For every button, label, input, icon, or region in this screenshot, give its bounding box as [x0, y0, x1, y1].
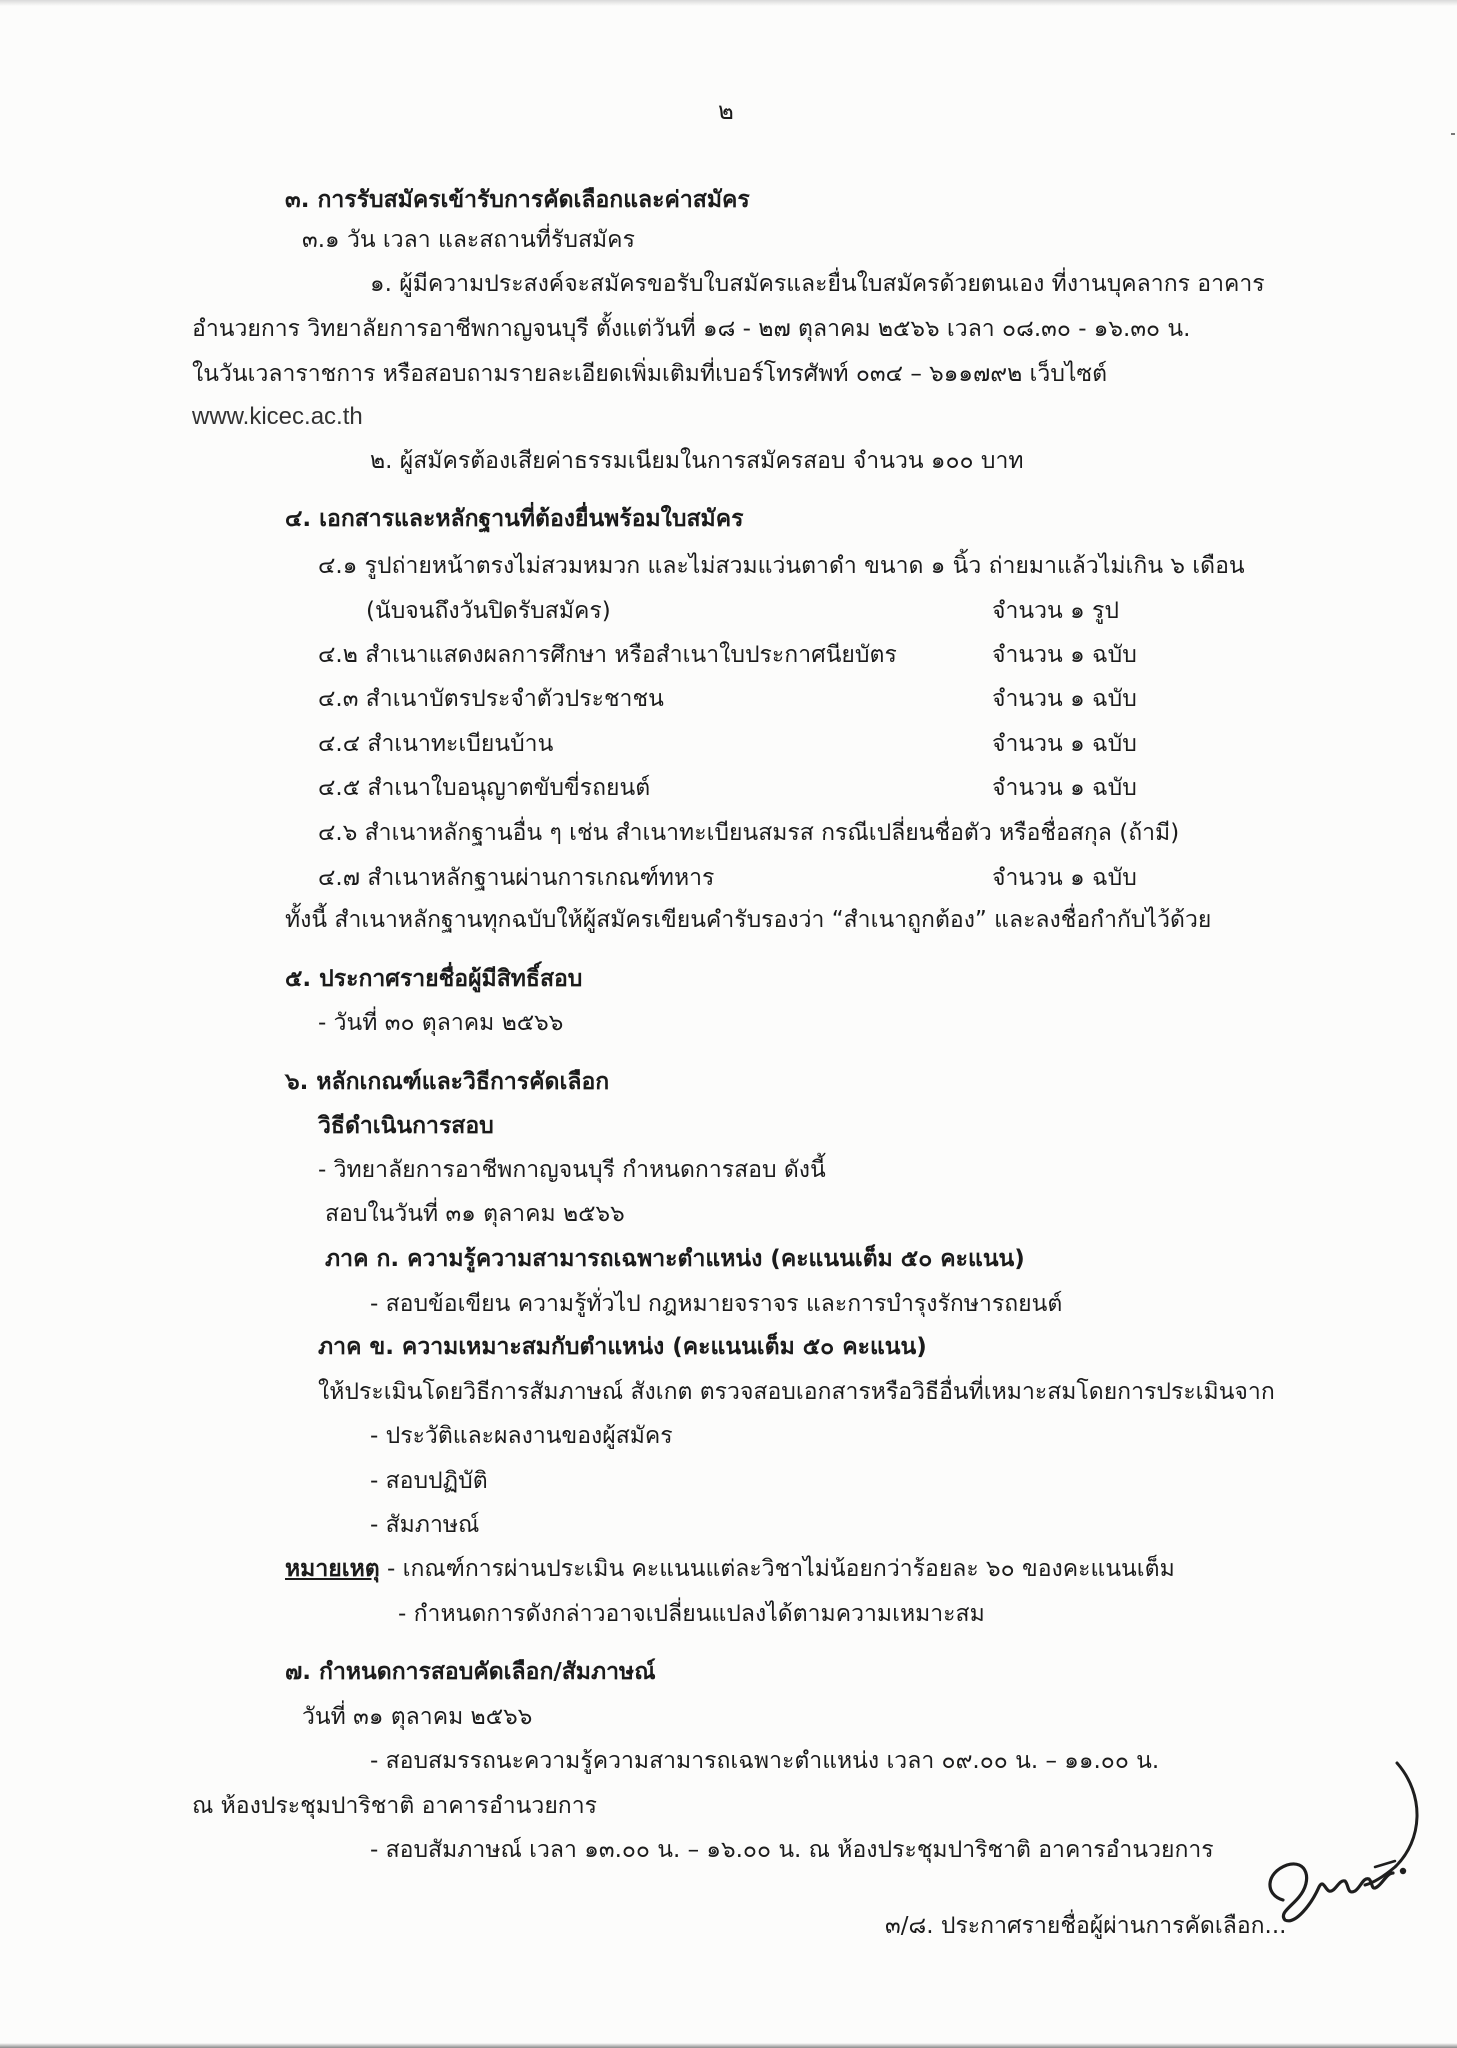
section-7-exam-line2: ณ ห้องประชุมปาริชาติ อาคารอำนวยการ: [192, 1793, 597, 1819]
doc-item-qty: จำนวน ๑ ฉบับ: [992, 686, 1137, 712]
website-text: www.kicec.ac.th: [192, 403, 363, 430]
section-5-date: - วันที่ ๓๐ ตุลาคม ๒๕๖๖: [318, 1010, 564, 1036]
part-b-item: - สัมภาษณ์: [370, 1512, 480, 1538]
section-6-heading: ๖. หลักเกณฑ์และวิธีการคัดเลือก: [285, 1069, 610, 1095]
section-5-heading: ๕. ประกาศรายชื่อผู้มีสิทธิ์สอบ: [285, 966, 583, 992]
part-a-title: ภาค ก. ความรู้ความสามารถเฉพาะตำแหน่ง (คะแนนเต็ม ๕๐ คะแนน): [325, 1246, 1025, 1272]
doc-item-qty: จำนวน ๑ ฉบับ: [992, 642, 1137, 668]
doc-item: ๔.๔ สำเนาทะเบียนบ้าน: [318, 731, 554, 757]
doc-item-qty: จำนวน ๑ ฉบับ: [992, 731, 1137, 757]
section-3-item1-line1: ๑. ผู้มีความประสงค์จะสมัครขอรับใบสมัครและยื่นใบสมัครด้วยตนเอง ที่งานบุคลากร อาคาร: [370, 271, 1265, 297]
doc-item: ๔.๗ สำเนาหลักฐานผ่านการเกณฑ์ทหาร: [318, 865, 715, 891]
doc-item-qty: จำนวน ๑ ฉบับ: [992, 775, 1137, 801]
remark-text1: - เกณฑ์การผ่านประเมิน คะแนนแต่ละวิชาไม่น้อยกว่าร้อยละ ๖๐ ของคะแนนเต็ม: [379, 1556, 1175, 1582]
section-6-line2: สอบในวันที่ ๓๑ ตุลาคม ๒๕๖๖: [325, 1201, 625, 1227]
section-3-1-subheading: ๓.๑ วัน เวลา และสถานที่รับสมัคร: [302, 227, 635, 253]
continuation-footer: ๓/๘. ประกาศรายชื่อผู้ผ่านการคัดเลือก...: [885, 1913, 1287, 1939]
part-b-item: - ประวัติและผลงานของผู้สมัคร: [370, 1423, 673, 1449]
doc-item-qty: จำนวน ๑ รูป: [992, 598, 1119, 624]
section-4-heading: ๔. เอกสารและหลักฐานที่ต้องยื่นพร้อมใบสมัคร: [285, 506, 744, 532]
doc-item-qty: จำนวน ๑ ฉบับ: [992, 865, 1137, 891]
doc-item: ๔.๕ สำเนาใบอนุญาตขับขี่รถยนต์: [318, 775, 651, 801]
remark-line2: - กำหนดการดังกล่าวอาจเปลี่ยนแปลงได้ตามความเหมาะสม: [398, 1601, 985, 1627]
scan-mark: [1451, 133, 1455, 135]
remark-label: หมายเหตุ: [285, 1556, 380, 1582]
doc-item: ๔.๓ สำเนาบัตรประจำตัวประชาชน: [318, 686, 664, 712]
remark-line1: [285, 1555, 1175, 1584]
page-number: ๒: [718, 97, 734, 125]
doc-item: ๔.๑ รูปถ่ายหน้าตรงไม่สวมหมวก และไม่สวมแว่นตาดำ ขนาด ๑ นิ้ว ถ่ายมาแล้วไม่เกิน ๖ เดือน: [318, 553, 1245, 579]
scan-bottom-edge: [0, 2043, 1457, 2048]
doc-item: ๔.๖ สำเนาหลักฐานอื่น ๆ เช่น สำเนาทะเบียนสมรส กรณีเปลี่ยนชื่อตัว หรือชื่อสกุล (ถ้ามี): [318, 820, 1180, 846]
section-4-note: ทั้งนี้ สำเนาหลักฐานทุกฉบับให้ผู้สมัครเขียนคำรับรองว่า “สำเนาถูกต้อง” และลงชื่อกำกับไว้ด้วย: [285, 907, 1212, 933]
section-7-interview: - สอบสัมภาษณ์ เวลา ๑๓.๐๐ น. – ๑๖.๐๐ น. ณ ห้องประชุมปาริชาติ อาคารอำนวยการ: [370, 1837, 1214, 1863]
part-b-detail: ให้ประเมินโดยวิธีการสัมภาษณ์ สังเกต ตรวจสอบเอกสารหรือวิธีอื่นที่เหมาะสมโดยการประเมินจาก: [318, 1379, 1275, 1405]
section-3-item1-line3: ในวันเวลาราชการ หรือสอบถามรายละเอียดเพิ่มเติมที่เบอร์โทรศัพท์ ๐๓๔ – ๖๑๑๗๙๒ เว็บไซต์: [192, 361, 1108, 387]
part-b-item: - สอบปฏิบัติ: [370, 1468, 488, 1494]
scan-top-edge: [0, 0, 1457, 6]
part-a-detail: - สอบข้อเขียน ความรู้ทั่วไป กฎหมายจราจร และการบำรุงรักษารถยนต์: [370, 1291, 1063, 1317]
section-7-heading: ๗. กำหนดการสอบคัดเลือก/สัมภาษณ์: [285, 1659, 656, 1685]
part-b-title: ภาค ข. ความเหมาะสมกับตำแหน่ง (คะแนนเต็ม ๕๐ คะแนน): [318, 1334, 927, 1360]
section-3-item2: ๒. ผู้สมัครต้องเสียค่าธรรมเนียมในการสมัครสอบ จำนวน ๑๐๐ บาท: [370, 448, 1024, 474]
doc-item: (นับจนถึงวันปิดรับสมัคร): [366, 598, 611, 624]
section-7-exam-line1: - สอบสมรรถนะความรู้ความสามารถเฉพาะตำแหน่ง เวลา ๐๙.๐๐ น. – ๑๑.๐๐ น.: [370, 1748, 1160, 1774]
section-7-date: วันที่ ๓๑ ตุลาคม ๒๕๖๖: [302, 1704, 533, 1730]
section-3-item1-line2: อำนวยการ วิทยาลัยการอาชีพกาญจนบุรี ตั้งแต่วันที่ ๑๘ - ๒๗ ตุลาคม ๒๕๖๖ เวลา ๐๘.๓๐ - ๑๖.๓๐ น.: [192, 316, 1191, 342]
section-3-heading: ๓. การรับสมัครเข้ารับการคัดเลือกและค่าสมัคร: [285, 187, 750, 213]
handwritten-signature: [1255, 1755, 1430, 1925]
doc-item: ๔.๒ สำเนาแสดงผลการศึกษา หรือสำเนาใบประกาศนียบัตร: [318, 642, 897, 668]
section-6-line1: - วิทยาลัยการอาชีพกาญจนบุรี กำหนดการสอบ ดังนี้: [318, 1157, 826, 1183]
method-title: วิธีดำเนินการสอบ: [318, 1113, 494, 1139]
